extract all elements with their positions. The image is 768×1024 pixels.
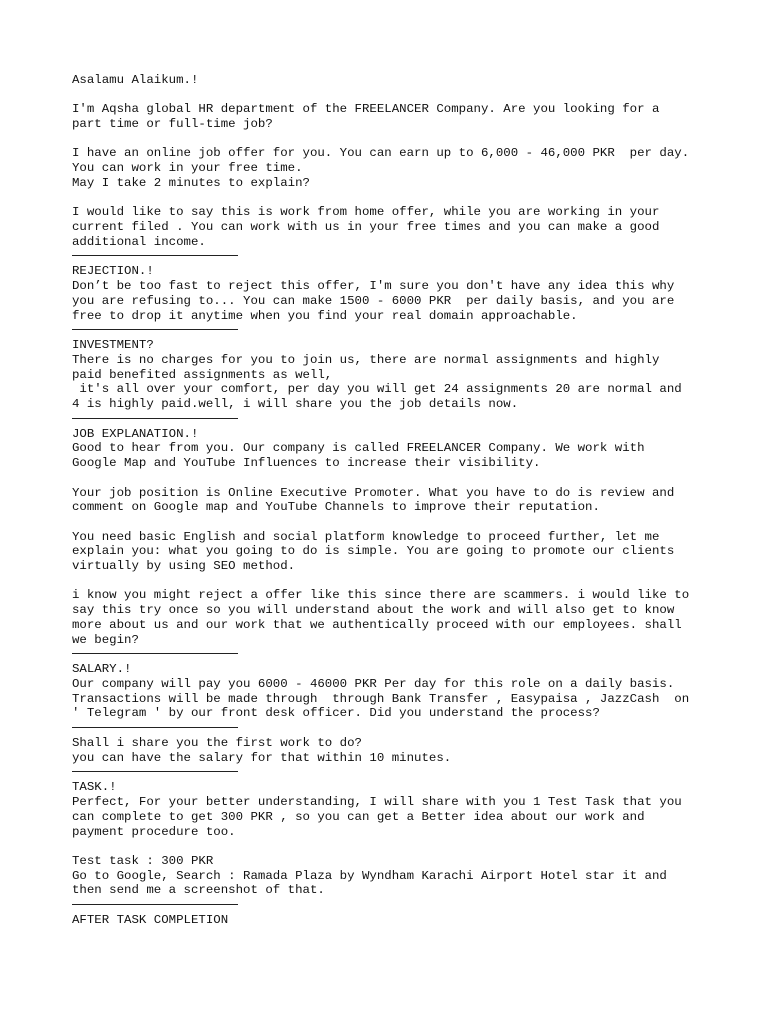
wfh-line: current filed . You can work with us in your free times and you can make a good [72,219,660,234]
investment-line: it's all over your comfort, per day you will get 24 assignments 20 are normal and [72,382,682,397]
section-divider [72,418,238,419]
offer-line: You can work in your free time. [72,161,303,176]
reassurance-line: i know you might reject a offer like this since there are scammers. i would like to [72,588,690,603]
after-task-heading: AFTER TASK COMPLETION [72,913,229,928]
reassurance-paragraph [72,588,712,647]
salary-line: Our company will pay you 6000 - 46000 PKR Per day for this role on a daily basis. [72,676,675,691]
job-position-paragraph [72,486,712,515]
requirements-line: explain you: what you going to do is simple. You are going to promote our clients [72,544,675,559]
reassurance-line: say this try once so you will understand about the work and will also get to know [72,603,675,618]
section-divider [72,329,238,330]
investment-line: There is no charges for you to join us, there are normal assignments and highly [72,352,660,367]
salary-section [72,662,712,721]
share-work-line: you can have the salary for that within 10 minutes. [72,750,452,765]
section-divider [72,771,238,772]
task-line: payment procedure too. [72,824,236,839]
wfh-line: I would like to say this is work from home offer, while you are working in your [72,205,660,220]
intro-line: I'm Aqsha global HR department of the FREELANCER Company. Are you looking for a [72,102,660,117]
task-heading: TASK.! [72,780,117,795]
task-section [72,780,712,839]
section-divider [72,255,238,256]
rejection-line: Don’t be too fast to reject this offer, I'm sure you don't have any idea this why [72,279,675,294]
intro-line: part time or full-time job? [72,117,273,132]
wfh-paragraph [72,205,712,249]
requirements-line: You need basic English and social platform knowledge to proceed further, let me [72,529,660,544]
wfh-line: additional income. [72,234,206,249]
document-body [72,73,712,928]
salary-line: Transactions will be made through through Bank Transfer , Easypaisa , JazzCash on [72,691,690,706]
rejection-line: free to drop it anytime when you find your real domain approachable. [72,308,578,323]
investment-section [72,338,712,412]
offer-paragraph [72,146,712,190]
job-explanation-section [72,427,712,471]
share-work-paragraph [72,736,712,765]
requirements-paragraph [72,530,712,574]
job-explanation-line: Google Map and YouTube Influences to increase their visibility. [72,456,541,471]
test-task-paragraph [72,854,712,898]
rejection-heading: REJECTION.! [72,264,154,279]
after-task-section [72,913,712,928]
offer-line: May I take 2 minutes to explain? [72,175,310,190]
job-explanation-line: Good to hear from you. Our company is called FREELANCER Company. We work with [72,441,645,456]
salary-heading: SALARY.! [72,662,132,677]
section-divider [72,653,238,654]
greeting-paragraph [72,73,712,88]
rejection-line: you are refusing to... You can make 1500 - 6000 PKR per daily basis, and you are [72,293,675,308]
test-task-line: Test task : 300 PKR [72,853,214,868]
section-divider [72,904,238,905]
test-task-line: Go to Google, Search : Ramada Plaza by Wyndham Karachi Airport Hotel star it and [72,868,667,883]
task-line: Perfect, For your better understanding, I will share with you 1 Test Task that you [72,795,682,810]
job-position-line: Your job position is Online Executive Promoter. What you have to do is review and [72,485,675,500]
salary-line: ' Telegram ' by our front desk officer. Did you understand the process? [72,706,600,721]
investment-line: 4 is highly paid.well, i will share you the job details now. [72,397,519,412]
reassurance-line: we begin? [72,632,139,647]
investment-line: paid benefited assignments as well, [72,367,333,382]
investment-heading: INVESTMENT? [72,338,154,353]
requirements-line: virtually by using SEO method. [72,559,296,574]
task-line: can complete to get 300 PKR , so you can get a Better idea about our work and [72,809,645,824]
share-work-line: Shall i share you the first work to do? [72,736,362,751]
section-divider [72,727,238,728]
test-task-line: then send me a screenshot of that. [72,883,325,898]
intro-paragraph [72,102,712,131]
job-explanation-heading: JOB EXPLANATION.! [72,426,199,441]
greeting-line: Asalamu Alaikum.! [72,73,199,87]
rejection-section [72,264,712,323]
offer-line: I have an online job offer for you. You can earn up to 6,000 - 46,000 PKR per day. [72,146,690,161]
reassurance-line: more about us and our work that we authentically proceed with our employees. shall [72,617,682,632]
job-position-line: comment on Google map and YouTube Channels to improve their reputation. [72,500,600,515]
